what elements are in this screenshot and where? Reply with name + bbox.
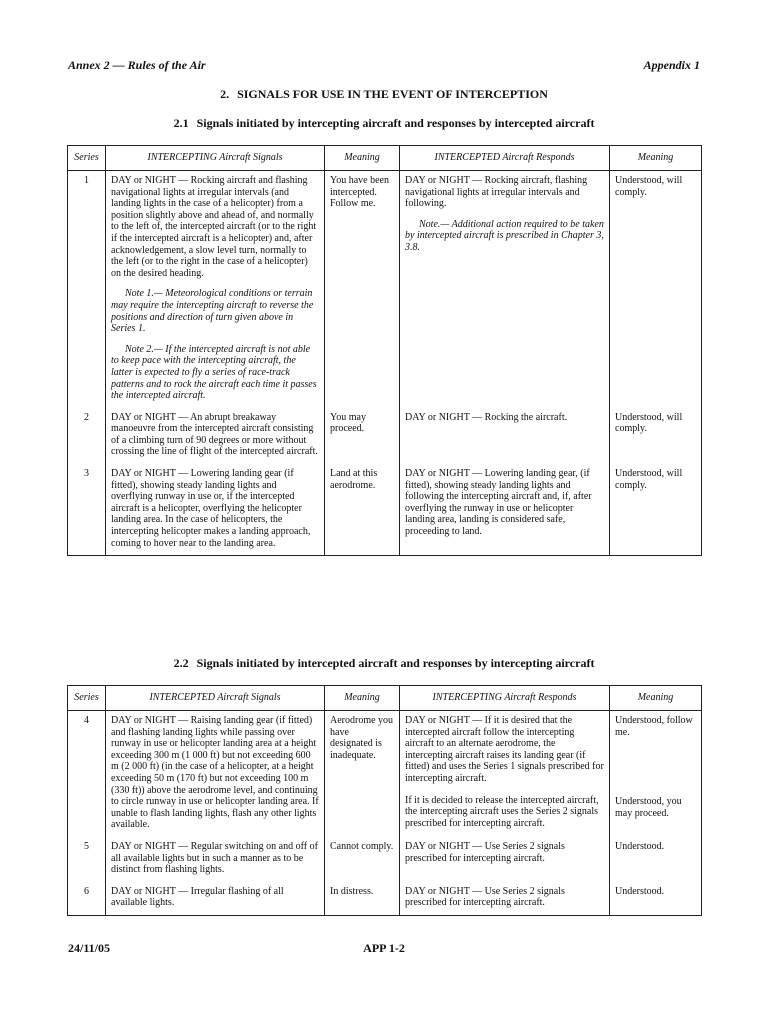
col-header-response-meaning: Meaning: [610, 146, 702, 171]
signal-note-1: Note 1.— Meteorological conditions or terrain may require the intercepting aircraft to reverse the positions and direction of turn given above in Series 1.: [111, 288, 314, 335]
series-number: 5: [68, 837, 106, 882]
signal-text: DAY or NIGHT — Rocking aircraft and flashing navigational lights at irregular intervals (and landing lights in the case of a helicopter) from a position slightly above and ahead of, and normally to the left of, the intercepted aircraft (or to the right if the intercepted aircraft is a helicopter) and, after acknowledgement, a slow level turn, normally to the left (or to the right in the case of a helicopter) on the desired heading.: [111, 175, 317, 279]
signal-cell: DAY or NIGHT — Irregular flashing of all available lights.: [106, 882, 325, 916]
section-title-text: SIGNALS FOR USE IN THE EVENT OF INTERCEPTION: [237, 87, 548, 101]
response-meaning-cell: Understood.: [610, 837, 702, 882]
table-row: [68, 464, 702, 556]
signal-cell: [106, 171, 325, 408]
response-meaning-cell: Understood, will comply.: [610, 171, 702, 408]
meaning-cell: You may proceed.: [325, 408, 400, 464]
series-number: 2: [68, 408, 106, 464]
table-header-row: [68, 146, 702, 171]
table-row: [68, 837, 702, 882]
response-text: DAY or NIGHT — Rocking aircraft, flashing navigational lights at irregular intervals and following.: [405, 175, 588, 210]
response-meaning-cell: [610, 711, 702, 837]
signals-table-2-2: [67, 685, 702, 916]
col-header-series: Series: [68, 686, 106, 711]
section-title: [0, 87, 768, 102]
subsection-2-1-title-text: Signals initiated by intercepting aircraft and responses by intercepted aircraft: [196, 116, 595, 130]
response-text-2: If it is decided to release the intercepted aircraft, the intercepting aircraft uses the Series 2 signals prescribed for intercepting aircraft.: [405, 794, 599, 829]
section-number: 2.: [220, 87, 230, 101]
subsection-2-2-number: 2.2: [173, 656, 189, 670]
meaning-cell: Cannot comply.: [325, 837, 400, 882]
response-text: DAY or NIGHT — If it is desired that the intercepted aircraft follow the intercepting aircraft to an alternate aerodrome, the intercepting aircraft raises its landing gear (if fitted) and uses the Series 1 signals prescribed for intercepting aircraft.: [405, 715, 604, 784]
col-header-signals: INTERCEPTED Aircraft Signals: [106, 686, 325, 711]
footer-page-number: APP 1-2: [363, 941, 405, 955]
subsection-2-1-title: [0, 116, 768, 131]
col-header-meaning: Meaning: [325, 146, 400, 171]
series-number: 4: [68, 711, 106, 837]
signal-cell: DAY or NIGHT — Lowering landing gear (if fitted), showing steady landing lights and overflying runway in use or, if the intercepted aircraft is a helicopter, overflying the helicopter landing area. In the case of helicopters, the intercepting helicopter makes a landing approach, coming to hover near to the landing area.: [106, 464, 325, 556]
response-cell: DAY or NIGHT — Lowering landing gear, (if fitted), showing steady landing lights and following the intercepting aircraft and, if, after overflying the runway in use or helicopter landing area, landing is considered safe, proceeding to land.: [400, 464, 610, 556]
col-header-response-meaning: Meaning: [610, 686, 702, 711]
series-number: 1: [68, 171, 106, 408]
response-meaning-cell: Understood.: [610, 882, 702, 916]
series-number: 6: [68, 882, 106, 916]
signal-cell: DAY or NIGHT — An abrupt breakaway manoeuvre from the intercepted aircraft consisting of a climbing turn of 90 degrees or more without crossing the line of flight of the intercepted aircraft.: [106, 408, 325, 464]
col-header-signals: INTERCEPTING Aircraft Signals: [106, 146, 325, 171]
running-header-left: Annex 2 — Rules of the Air: [68, 58, 206, 72]
response-cell: DAY or NIGHT — Rocking the aircraft.: [400, 408, 610, 464]
signal-cell: DAY or NIGHT — Regular switching on and off of all available lights but in such a manner as to be distinct from flashing lights.: [106, 837, 325, 882]
response-meaning-text: Understood, follow me.: [615, 715, 693, 738]
meaning-cell: In distress.: [325, 882, 400, 916]
table-row: [68, 882, 702, 916]
response-cell: [400, 711, 610, 837]
signal-note-2: Note 2.— If the intercepted aircraft is not able to keep pace with the intercepting aircraft, the latter is expected to fly a series of race-track patterns and to rock the aircraft each time it passes the intercepted aircraft.: [111, 343, 317, 402]
table-row: [68, 711, 702, 837]
signals-table-2-1: [67, 145, 702, 556]
col-header-responds: INTERCEPTING Aircraft Responds: [400, 686, 610, 711]
response-cell: DAY or NIGHT — Use Series 2 signals prescribed for intercepting aircraft.: [400, 882, 610, 916]
response-meaning-text-2: Understood, you may proceed.: [615, 796, 682, 819]
table-row: [68, 171, 702, 408]
subsection-2-2-title-text: Signals initiated by intercepted aircraft and responses by intercepting aircraft: [196, 656, 595, 670]
response-meaning-cell: Understood, will comply.: [610, 408, 702, 464]
meaning-cell: You have been intercepted. Follow me.: [325, 171, 400, 408]
table-header-row: [68, 686, 702, 711]
running-header-right: Appendix 1: [643, 58, 700, 72]
series-number: 3: [68, 464, 106, 556]
response-note: Note.— Additional action required to be taken by intercepted aircraft is prescribed in Chapter 3, 3.8.: [405, 218, 604, 253]
subsection-2-2-title: [0, 656, 768, 671]
meaning-cell: Aerodrome you have designated is inadequate.: [325, 711, 400, 837]
response-cell: DAY or NIGHT — Use Series 2 signals prescribed for intercepting aircraft.: [400, 837, 610, 882]
col-header-meaning: Meaning: [325, 686, 400, 711]
subsection-2-1-number: 2.1: [173, 116, 189, 130]
col-header-series: Series: [68, 146, 106, 171]
col-header-responds: INTERCEPTED Aircraft Responds: [400, 146, 610, 171]
meaning-cell: Land at this aerodrome.: [325, 464, 400, 556]
footer-date: 24/11/05: [68, 941, 111, 955]
table-row: [68, 408, 702, 464]
response-meaning-cell: Understood, will comply.: [610, 464, 702, 556]
signal-cell: DAY or NIGHT — Raising landing gear (if fitted) and flashing landing lights while passing over runway in use or helicopter landing area at a height exceeding 300 m (1 000 ft) but not exceeding 600 m (2 000 ft) (in the case of a helicopter, at a height exceeding 50 m (170 ft) but not exceeding 100 m (330 ft)) above the aerodrome level, and continuing to circle runway in use or helicopter landing area. If unable to flash landing lights, flash any other lights available.: [106, 711, 325, 837]
response-cell: [400, 171, 610, 408]
